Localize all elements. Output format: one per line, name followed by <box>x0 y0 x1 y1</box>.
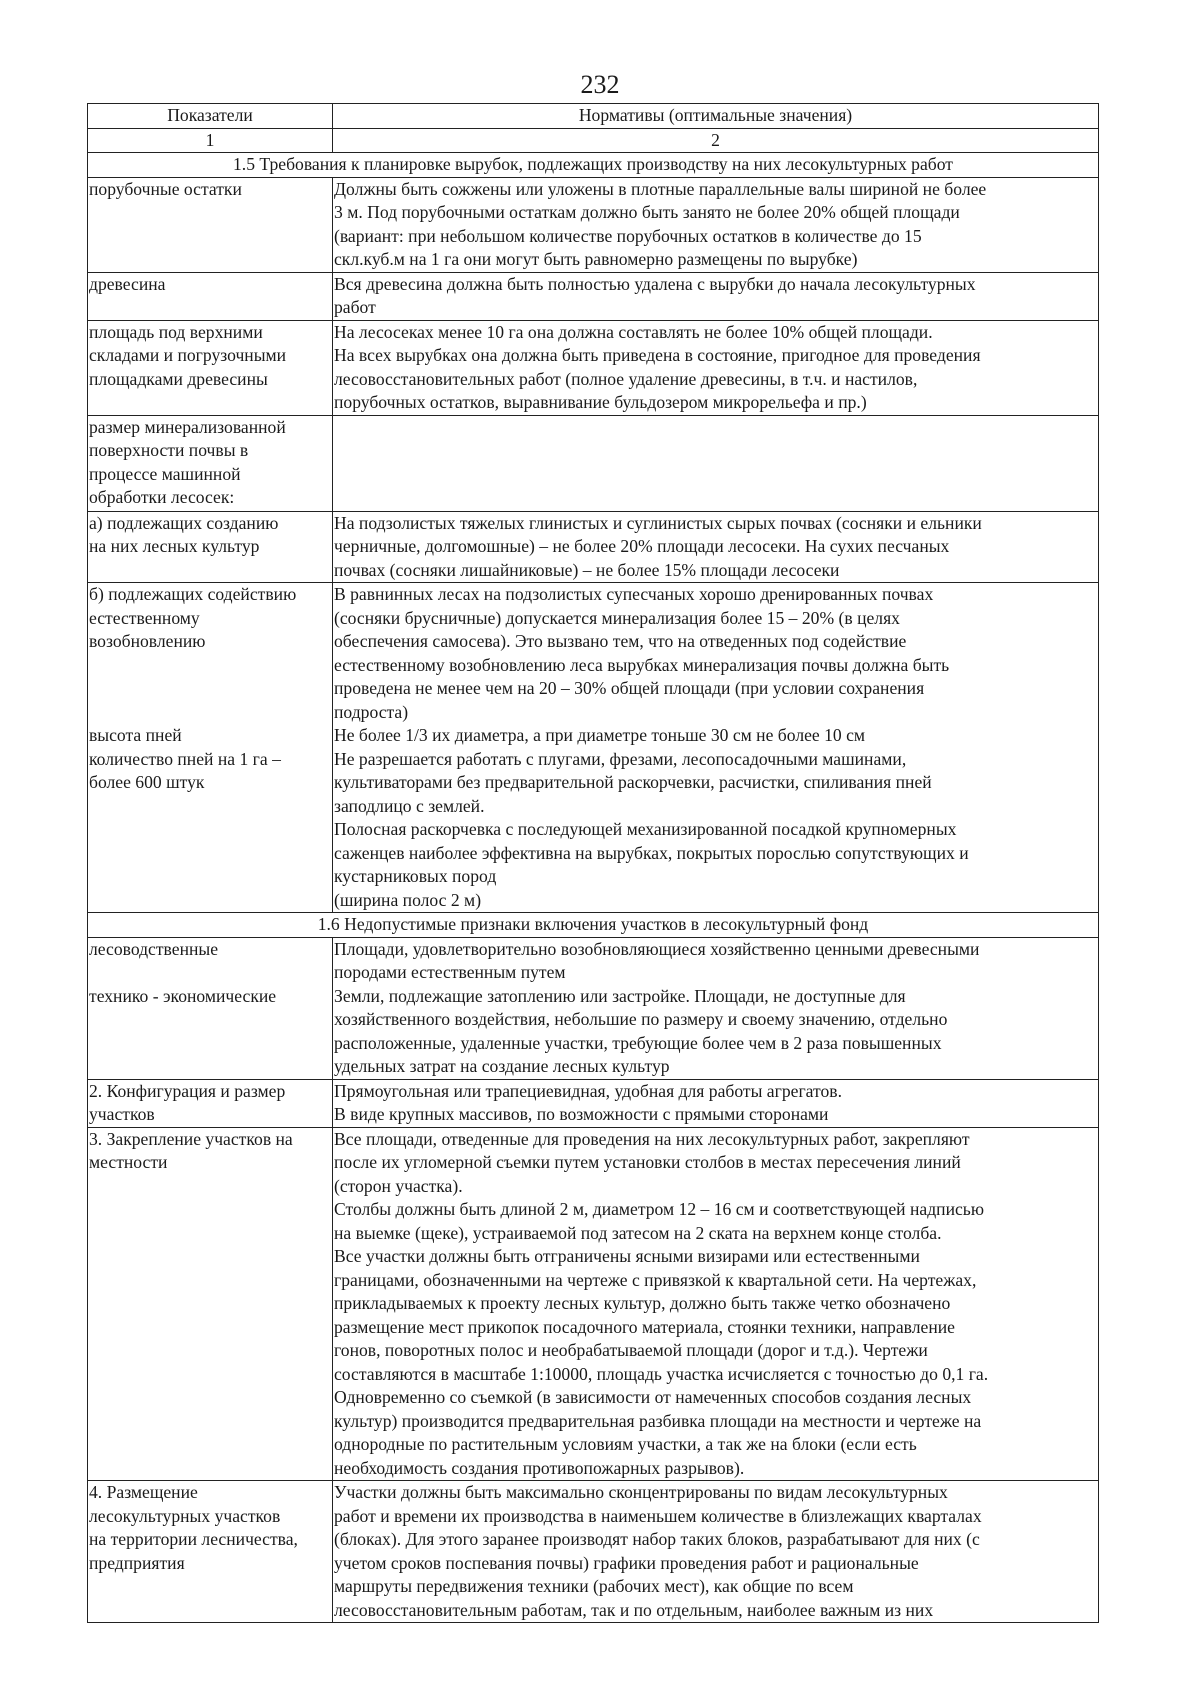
indicator-line: технико - экономические <box>89 985 277 1006</box>
norm-line: обеспечения самосева). Это вызвано тем, что на отведенных под содействие <box>334 631 907 651</box>
norm-line: границами, обозначенными на чертеже с привязкой к квартальной сети. На чертежах, <box>334 1269 977 1290</box>
spacer <box>89 701 331 725</box>
norm-line: (вариант: при небольшом количестве порубочных остатков в количестве до 15 <box>334 225 922 246</box>
norm-line: работ и времени их производства в наименьшем количестве в близлежащих кварталах <box>334 1505 982 1526</box>
norm-line: размещение мест прикопок посадочного материала, стоянки техники, направление <box>334 1316 955 1337</box>
indicator-line: порубочные остатки <box>89 178 242 199</box>
norm-line: гонов, поворотных полос и необрабатываемой площади (дорог и т.д.). Чертежи <box>334 1340 928 1360</box>
indicator-line: 3. Закрепление участков на <box>89 1128 293 1149</box>
norm-line: На лесосеках менее 10 га она должна составлять не более 10% общей площади. <box>334 321 933 342</box>
norm-cell <box>333 272 1099 320</box>
norm-line: после их угломерной съемки путем установки столбов в местах пересечения линий <box>334 1152 961 1172</box>
norm-line: порубочных остатков, выравнивание бульдозером микрорельефа и пр.) <box>334 392 867 412</box>
indicator-line: естественному <box>89 607 200 628</box>
norm-cell <box>333 1481 1099 1623</box>
table-row <box>88 583 1099 913</box>
norm-line: маршруты передвижения техники (рабочих мест), как общие по всем <box>334 1576 854 1596</box>
indicator-cell <box>88 320 333 415</box>
norm-cell <box>333 937 1099 1079</box>
table-row <box>88 415 1099 511</box>
norm-line: (ширина полос 2 м) <box>334 889 482 910</box>
norm-line: Вся древесина должна быть полностью удалена с вырубки до начала лесокультурных <box>334 273 976 294</box>
norm-line: (сторон участка). <box>334 1175 463 1196</box>
indicator-line: процессе машинной <box>89 463 241 484</box>
table-row <box>88 320 1099 415</box>
norm-line: Столбы должны быть длиной 2 м, диаметром 12 – 16 см и соответствующей надписью <box>334 1199 984 1219</box>
indicator-cell <box>88 1481 333 1623</box>
norm-line: заподлицо с землей. <box>334 795 485 816</box>
norms-table <box>87 103 1099 1623</box>
indicator-line: древесина <box>89 273 166 294</box>
indicator-cell <box>88 1079 333 1127</box>
norm-line: лесовосстановительным работам, так и по отдельным, наиболее важным из них <box>334 1599 934 1620</box>
indicator-line: участков <box>89 1104 155 1124</box>
norm-cell <box>333 1127 1099 1481</box>
indicator-line: возобновлению <box>89 631 206 651</box>
table-row <box>88 1079 1099 1127</box>
norm-line: В виде крупных массивов, по возможности с прямыми сторонами <box>334 1104 829 1124</box>
indicator-cell <box>88 415 333 511</box>
spacer <box>89 961 331 985</box>
column-number-row <box>88 128 1099 153</box>
indicator-cell <box>88 272 333 320</box>
norm-line: Прямоугольная или трапециевидная, удобная для работы агрегатов. <box>334 1080 842 1101</box>
norm-line: расположенные, удаленные участки, требующие более чем в 2 раза повышенных <box>334 1032 942 1053</box>
norm-cell <box>333 1079 1099 1127</box>
norm-line: хозяйственного воздействия, небольшие по размеру и своему значению, отдельно <box>334 1009 948 1029</box>
norm-line: культур) производится предварительная разбивка площади на местности и чертеже на <box>334 1410 982 1431</box>
table-row <box>88 1481 1099 1623</box>
indicator-line: более 600 штук <box>89 772 205 792</box>
norm-line: Полосная раскорчевка с последующей механизированной посадкой крупномерных <box>334 819 957 839</box>
table-row <box>88 511 1099 583</box>
table-row <box>88 1127 1099 1481</box>
norm-line: удельных затрат на создание лесных культур <box>334 1056 670 1076</box>
indicator-line: 2. Конфигурация и размер <box>89 1080 286 1101</box>
norm-line: (блоках). Для этого заранее производят набор таких блоков, разрабатывают для них (с <box>334 1529 980 1549</box>
indicator-cell <box>88 937 333 1079</box>
indicator-cell <box>88 177 333 272</box>
norm-line: черничные, долгомошные) – не более 20% площади лесосеки. На сухих песчаных <box>334 536 950 556</box>
norm-line: Не разрешается работать с плугами, фрезами, лесопосадочными машинами, <box>334 748 907 769</box>
indicator-line: обработки лесосек: <box>89 487 235 507</box>
norm-cell <box>333 511 1099 583</box>
norm-line: однородные по растительным условиям участки, а так же на блоки (если есть <box>334 1434 917 1454</box>
norm-line: на выемке (щеке), устраиваемой под затесом на 2 ската на верхнем конце столба. <box>334 1222 942 1243</box>
column-number-1: 1 <box>88 128 333 153</box>
section-title-1-5: 1.5 Требования к планировке вырубок, подлежащих производству на них лесокультурных работ <box>88 153 1099 178</box>
indicator-line: лесокультурных участков <box>89 1505 281 1526</box>
norm-line: почвах (сосняки лишайниковые) – не более 15% площади лесосеки <box>334 559 840 580</box>
norm-line: Площади, удовлетворительно возобновляющиеся хозяйственно ценными древесными <box>334 938 980 959</box>
page-number: 232 <box>580 70 620 99</box>
norm-line: прикладываемых к проекту лесных культур, должно быть также четко обозначено <box>334 1293 951 1313</box>
section-title-1-6: 1.6 Недопустимые признаки включения участков в лесокультурный фонд <box>88 913 1099 938</box>
norm-line: Одновременно со съемкой (в зависимости от намеченных способов создания лесных <box>334 1387 972 1407</box>
spacer <box>89 677 331 701</box>
norm-line: Участки должны быть максимально сконцентрированы по видам лесокультурных <box>334 1482 948 1502</box>
norm-line: учетом сроков поспевания почвы) графики проведения работ и рациональные <box>334 1552 919 1573</box>
norm-line: работ <box>334 297 376 317</box>
indicator-cell <box>88 1127 333 1481</box>
indicator-line: количество пней на 1 га – <box>89 748 281 769</box>
indicator-line: б) подлежащих содействию <box>89 584 297 604</box>
indicator-line: 4. Размещение <box>89 1482 198 1502</box>
norm-line: 3 м. Под порубочными остаткам должно быть занято не более 20% общей площади <box>334 202 960 222</box>
column-number-2: 2 <box>333 128 1099 153</box>
norm-line: Земли, подлежащие затоплению или застройке. Площади, не доступные для <box>334 985 906 1006</box>
indicator-line: лесоводственные <box>89 938 219 959</box>
table-row <box>88 272 1099 320</box>
norm-line: подроста) <box>334 701 409 722</box>
indicator-line: предприятия <box>89 1552 185 1573</box>
norm-line: Должны быть сожжены или уложены в плотные параллельные валы шириной не более <box>334 178 987 199</box>
indicator-line: поверхности почвы в <box>89 440 249 460</box>
norm-line: На подзолистых тяжелых глинистых и суглинистых сырых почвах (сосняки и ельники <box>334 512 982 533</box>
indicator-line: а) подлежащих созданию <box>89 512 279 533</box>
norm-line: В равнинных лесах на подзолистых супесчаных хорошо дренированных почвах <box>334 584 934 604</box>
norm-cell <box>333 320 1099 415</box>
indicator-line: складами и погрузочными <box>89 345 287 365</box>
table-row <box>88 937 1099 1079</box>
indicator-line: площадками древесины <box>89 368 268 389</box>
indicator-line: высота пней <box>89 725 182 745</box>
norm-cell <box>333 177 1099 272</box>
indicator-line: площадь под верхними <box>89 321 263 342</box>
indicator-line: местности <box>89 1152 168 1172</box>
section-row <box>88 153 1099 178</box>
norm-line: Все площади, отведенные для проведения на них лесокультурных работ, закрепляют <box>334 1128 970 1149</box>
section-row <box>88 913 1099 938</box>
indicator-line: на территории лесничества, <box>89 1529 298 1549</box>
indicator-cell <box>88 511 333 583</box>
norm-line: Все участки должны быть отграничены ясными визирами или естественными <box>334 1246 920 1266</box>
norm-line: лесовосстановительных работ (полное удаление древесины, в т.ч. и настилов, <box>334 368 918 389</box>
norm-line: необходимость создания противопожарных разрывов). <box>334 1457 745 1478</box>
indicator-line: на них лесных культур <box>89 536 260 556</box>
norm-line: Не более 1/3 их диаметра, а при диаметре тоньше 30 см не более 10 см <box>334 725 866 745</box>
norm-line: кустарниковых пород <box>334 866 497 886</box>
norm-line: проведена не менее чем на 20 – 30% общей площади (при условии сохранения <box>334 678 925 698</box>
header-indicators: Показатели <box>88 104 333 129</box>
norm-cell <box>333 415 1099 511</box>
indicator-cell <box>88 583 333 913</box>
norm-line: естественному возобновлению леса вырубках минерализация почвы должна быть <box>334 654 950 675</box>
norm-line: саженцев наиболее эффективна на вырубках, покрытых порослью сопутствующих и <box>334 842 969 863</box>
norm-line: скл.куб.м на 1 га они могут быть равномерно размещены по вырубке) <box>334 249 858 269</box>
table-header-row <box>88 104 1099 129</box>
norm-line: На всех вырубках она должна быть приведена в состояние, пригодное для проведения <box>334 345 981 365</box>
indicator-line: размер минерализованной <box>89 416 286 437</box>
norm-cell <box>333 583 1099 913</box>
norm-line: (сосняки брусничные) допускается минерализация более 15 – 20% (в целях <box>334 607 900 628</box>
header-norms: Нормативы (оптимальные значения) <box>333 104 1099 129</box>
norm-line: составляются в масштабе 1:10000, площадь участка исчисляется с точностью до 0,1 га. <box>334 1363 989 1384</box>
norm-line: культиваторами без предварительной раскорчевки, расчистки, спиливания пней <box>334 772 932 792</box>
norm-line: породами естественным путем <box>334 962 566 982</box>
table-row <box>88 177 1099 272</box>
spacer <box>89 654 331 678</box>
